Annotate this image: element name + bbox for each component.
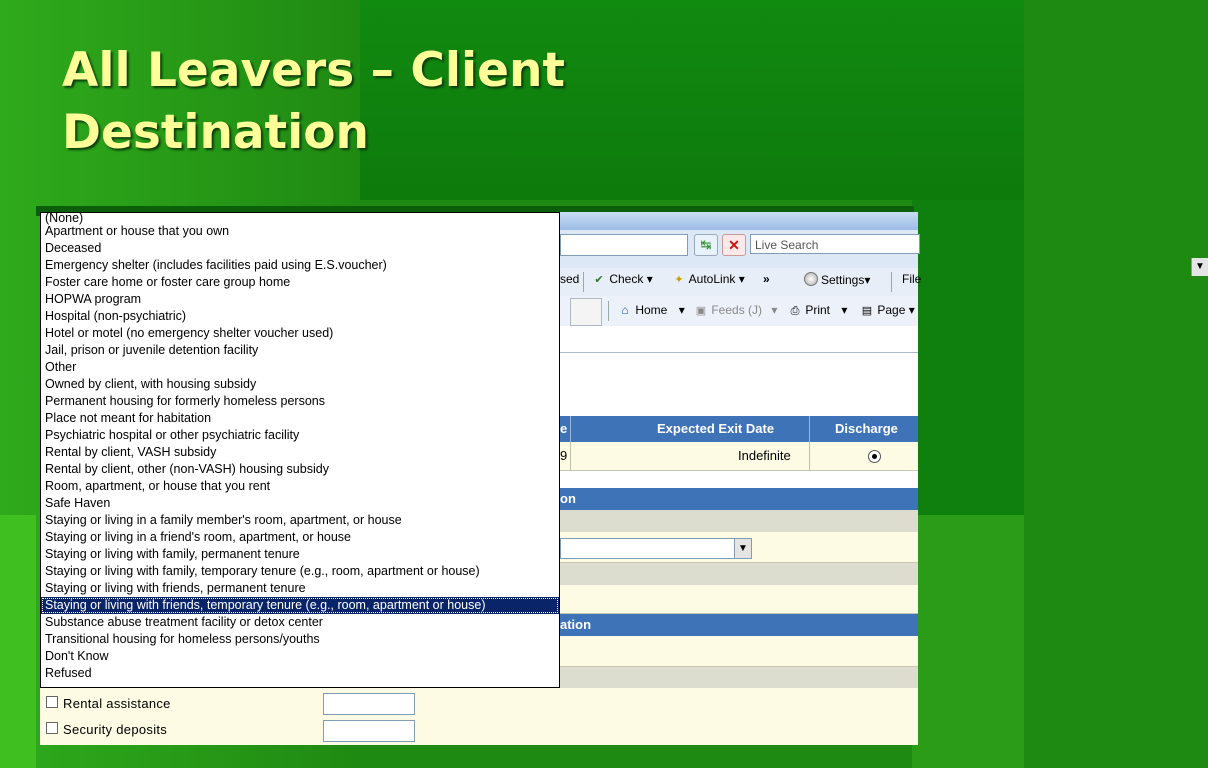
live-search-input[interactable]: Live Search [750,234,920,254]
column-divider [809,442,810,470]
table-cell-partial: 9 [560,448,568,463]
refresh-icon[interactable]: ↹ [694,234,718,256]
spell-check-button[interactable]: ✔ Check ▾ [592,272,653,286]
more-tools-button[interactable]: » [763,272,770,286]
chevron-down-icon: ▾ [864,273,871,287]
chevron-down-icon: ▾ [771,303,778,317]
slide-title [62,40,962,164]
toolbar-separator [891,272,892,292]
dropdown-option[interactable]: HOPWA program [45,292,142,306]
dropdown-option[interactable]: Don't Know [45,649,109,663]
slide-background-corner [912,515,1024,768]
slide-title-line-1: All Leavers – Client [62,43,565,98]
dropdown-option[interactable]: Apartment or house that you own [45,224,230,238]
tab-button[interactable] [570,298,602,326]
dropdown-option[interactable]: (None) [45,211,84,225]
address-dropdown-icon[interactable]: ▼ [1191,258,1208,276]
slide-title-line-2: Destination [62,105,369,160]
destination-select[interactable] [560,538,752,559]
slide-background-accent [0,515,36,768]
slide-background-right [912,200,1024,520]
chevron-down-icon: ▾ [908,303,915,317]
dropdown-option[interactable]: Jail, prison or juvenile detention facility [45,343,259,357]
dropdown-option[interactable]: Emergency shelter (includes facilities paid using E.S.voucher) [45,258,387,272]
dropdown-option[interactable]: Foster care home or foster care group home [45,275,291,289]
dropdown-option[interactable]: Hospital (non-psychiatric) [45,309,187,323]
chevron-down-icon[interactable]: ▼ [734,539,751,558]
dropdown-option[interactable]: Staying or living with friends, permanent tenure [45,581,306,595]
file-menu-partial[interactable]: File [902,272,922,286]
table-header-partial: e [560,421,568,436]
stop-icon[interactable]: ✕ [722,234,746,256]
services-area [40,688,918,745]
dropdown-option[interactable]: Owned by client, with housing subsidy [45,377,257,391]
rental-assistance-row [46,696,171,711]
dropdown-option[interactable]: Safe Haven [45,496,111,510]
column-divider [570,416,571,442]
dropdown-option[interactable]: Rental by client, other (non-VASH) housing subsidy [45,462,329,476]
section-header-2-label: ation [560,617,592,632]
rental-assistance-checkbox[interactable] [46,696,58,708]
content-divider [560,352,918,353]
settings-icon [804,272,818,286]
expected-exit-date-header: Expected Exit Date [657,421,775,436]
security-deposits-checkbox[interactable] [46,722,58,734]
chevron-down-icon: ▾ [646,272,653,286]
feeds-button[interactable]: ▣ Feeds (J) ▾ [695,303,778,317]
print-button[interactable]: ⎙ Print ▾ [788,303,847,318]
dropdown-option[interactable]: Staying or living in a family member's room, apartment, or house [45,513,402,527]
dropdown-option[interactable]: Deceased [45,241,102,255]
dropdown-option[interactable]: Substance abuse treatment facility or detox center [45,615,323,629]
dropdown-option[interactable]: Other [45,360,77,374]
section-header-1-label: on [560,491,576,506]
dropdown-option[interactable]: Room, apartment, or house that you rent [45,479,271,493]
toolbar-separator [583,272,584,292]
security-deposits-row [46,722,167,737]
autolink-button[interactable]: ✦ AutoLink ▾ [672,272,745,286]
feed-icon: ▣ [695,305,707,317]
rental-assistance-amount-input[interactable] [323,693,415,715]
dropdown-option[interactable]: Rental by client, VASH subsidy [45,445,217,459]
dropdown-option[interactable]: Permanent housing for formerly homeless persons [45,394,325,408]
rental-assistance-label: Rental assistance [63,696,171,711]
toolbar-partial-label: sed [560,272,580,286]
discharge-header: Discharge [835,421,898,436]
column-divider [570,442,571,470]
page-button[interactable]: ▤ Page ▾ [861,303,915,317]
chevron-down-icon: ▾ [738,272,745,286]
printer-icon: ⎙ [790,305,800,317]
spell-check-icon: ✔ [594,274,604,286]
discharge-radio[interactable] [868,450,881,463]
destination-dropdown-list[interactable] [40,212,560,688]
home-icon: ⌂ [621,303,629,317]
expected-exit-date-cell: Indefinite [738,448,791,463]
dropdown-option[interactable]: Staying or living with family, permanent tenure [45,547,300,561]
column-divider [809,416,810,442]
page-icon: ▤ [861,305,873,317]
chevron-down-icon: ▾ [678,303,685,317]
security-deposits-amount-input[interactable] [323,720,415,742]
wand-icon: ✦ [674,274,684,286]
chevron-down-icon: ▾ [841,303,848,317]
security-deposits-label: Security deposits [63,722,168,737]
dropdown-option[interactable]: Transitional housing for homeless persons/youths [45,632,320,646]
dropdown-option[interactable]: Hotel or motel (no emergency shelter voucher used) [45,326,334,340]
dropdown-option[interactable]: Staying or living in a friend's room, apartment, or house [45,530,352,544]
dropdown-option[interactable]: Psychiatric hospital or other psychiatric facility [45,428,300,442]
dropdown-option[interactable]: Staying or living with friends, temporary tenure (e.g., room, apartment or house) [41,597,559,614]
dropdown-option[interactable]: Refused [45,666,92,680]
dropdown-option[interactable]: Staying or living with family, temporary tenure (e.g., room, apartment or house) [45,564,480,578]
toolbar-separator [608,301,609,321]
home-button[interactable]: ⌂ Home ▾ [618,303,685,317]
dropdown-option[interactable]: Place not meant for habitation [45,411,212,425]
settings-button[interactable]: Settings▾ [804,272,870,287]
